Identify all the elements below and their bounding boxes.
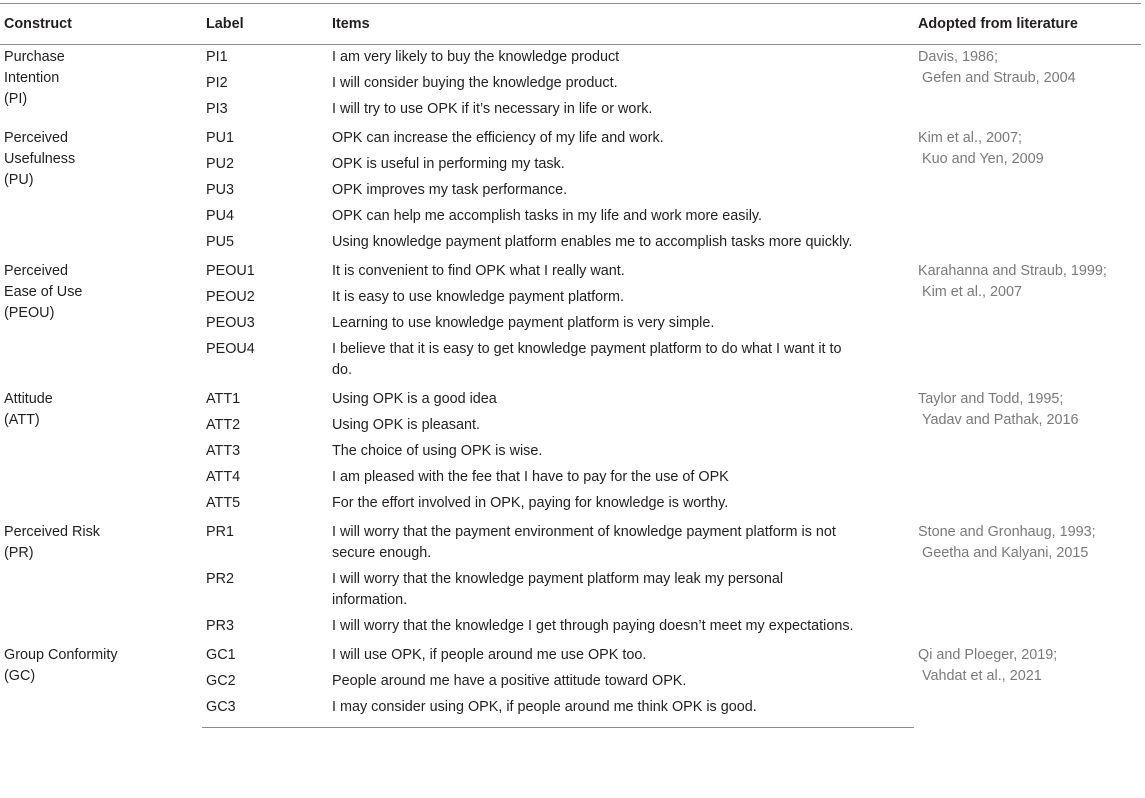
table-row <box>0 640 1141 669</box>
literature-cell <box>914 45 1141 124</box>
construct-cell <box>0 123 202 256</box>
header-construct: Construct <box>0 4 202 45</box>
item-label: ATT2 <box>206 417 241 433</box>
item-text: Using knowledge payment platform enables me to accomplish tasks more quickly. <box>332 234 853 250</box>
literature-reference: Kim et al., 2007; <box>918 130 1022 146</box>
construct-name-line: (PU) <box>4 172 34 188</box>
construct-cell <box>0 384 202 517</box>
construct-cell <box>0 256 202 384</box>
item-text: I am very likely to buy the knowledge product <box>332 49 620 65</box>
item-label: PEOU1 <box>206 263 255 279</box>
item-text: I will try to use OPK if it’s necessary in life or work. <box>332 101 653 117</box>
construct-name-line: (PR) <box>4 545 34 561</box>
table-row <box>0 384 1141 413</box>
construct-name-line: Group Conformity <box>4 647 118 663</box>
table-body <box>0 45 1141 728</box>
construct-name-line: Usefulness <box>4 151 76 167</box>
item-label: PEOU3 <box>206 315 255 331</box>
header-items: Items <box>330 4 914 45</box>
item-label: ATT3 <box>206 443 241 459</box>
header-row <box>0 4 1141 45</box>
item-label: GC3 <box>202 695 330 728</box>
literature-reference: Davis, 1986; <box>918 49 998 65</box>
item-text: I will consider buying the knowledge product. <box>332 75 618 91</box>
literature-cell <box>914 517 1141 640</box>
item-text: The choice of using OPK is wise. <box>332 443 543 459</box>
construct-name-line: Attitude <box>4 391 53 407</box>
item-label: ATT4 <box>206 469 241 485</box>
table-header <box>0 4 1141 45</box>
literature-reference: Gefen and Straub, 2004 <box>922 70 1076 86</box>
item-text: OPK is useful in performing my task. <box>332 156 565 172</box>
item-label: PEOU2 <box>206 289 255 305</box>
item-text: OPK can help me accomplish tasks in my life and work more easily. <box>332 208 763 224</box>
literature-cell <box>914 256 1141 384</box>
item-label: PR2 <box>206 571 234 587</box>
item-label: PI3 <box>206 101 228 117</box>
item-text: Using OPK is pleasant. <box>332 417 480 433</box>
construct-name-line: Perceived Risk <box>4 524 100 540</box>
item-label: PU2 <box>206 156 234 172</box>
item-label: PU3 <box>206 182 234 198</box>
item-text: I am pleased with the fee that I have to pay for the use of OPK <box>332 469 729 485</box>
literature-reference: Kuo and Yen, 2009 <box>922 151 1044 167</box>
table-row <box>0 256 1141 285</box>
literature-cell <box>914 123 1141 256</box>
table-row <box>0 123 1141 152</box>
construct-cell <box>0 640 202 728</box>
construct-name-line: (ATT) <box>4 412 40 428</box>
item-label: GC2 <box>206 673 236 689</box>
item-label: GC1 <box>206 647 236 663</box>
item-text: Using OPK is a good idea <box>332 391 497 407</box>
item-text: I will worry that the knowledge payment platform may leak my personal information. <box>332 571 784 608</box>
literature-reference: Yadav and Pathak, 2016 <box>922 412 1079 428</box>
item-label: PU1 <box>206 130 234 146</box>
item-text: I may consider using OPK, if people around me think OPK is good. <box>330 695 914 728</box>
item-text: It is convenient to find OPK what I really want. <box>332 263 625 279</box>
item-text: OPK improves my task performance. <box>332 182 568 198</box>
item-text: I will worry that the payment environment of knowledge payment platform is not secure enough. <box>332 524 836 561</box>
literature-reference: Qi and Ploeger, 2019; <box>918 647 1058 663</box>
item-label: PR1 <box>206 524 234 540</box>
literature-reference: Kim et al., 2007 <box>922 284 1022 300</box>
item-label: PU4 <box>206 208 234 224</box>
literature-reference: Taylor and Todd, 1995; <box>918 391 1064 407</box>
literature-reference: Karahanna and Straub, 1999; <box>918 263 1107 279</box>
item-label: ATT5 <box>206 495 241 511</box>
item-label: ATT1 <box>206 391 241 407</box>
table-row <box>0 517 1141 567</box>
construct-name-line: (GC) <box>4 668 36 684</box>
header-label: Label <box>202 4 330 45</box>
construct-cell <box>0 45 202 124</box>
item-label: PI2 <box>206 75 228 91</box>
item-text: It is easy to use knowledge payment platform. <box>332 289 624 305</box>
item-label: PEOU4 <box>206 341 255 357</box>
constructs-table <box>0 3 1141 728</box>
item-label: PR3 <box>206 618 234 634</box>
item-text: Learning to use knowledge payment platform is very simple. <box>332 315 715 331</box>
literature-reference: Vahdat et al., 2021 <box>922 668 1042 684</box>
item-text: I believe that it is easy to get knowledge payment platform to do what I want it to do. <box>332 341 842 378</box>
construct-name-line: Perceived <box>4 130 68 146</box>
construct-name-line: Ease of Use <box>4 284 83 300</box>
literature-reference: Stone and Gronhaug, 1993; <box>918 524 1096 540</box>
literature-cell <box>914 640 1141 728</box>
construct-name-line: Intention <box>4 70 60 86</box>
item-text: For the effort involved in OPK, paying for knowledge is worthy. <box>332 495 729 511</box>
item-text: I will worry that the knowledge I get through paying doesn’t meet my expectations. <box>332 618 854 634</box>
item-text: OPK can increase the efficiency of my life and work. <box>332 130 664 146</box>
construct-name-line: Perceived <box>4 263 68 279</box>
item-label: PI1 <box>206 49 228 65</box>
item-text: I will use OPK, if people around me use OPK too. <box>332 647 647 663</box>
construct-name-line: (PEOU) <box>4 305 55 321</box>
literature-cell <box>914 384 1141 517</box>
item-text: People around me have a positive attitude toward OPK. <box>332 673 687 689</box>
table-row <box>0 45 1141 72</box>
header-literature: Adopted from literature <box>914 4 1141 45</box>
construct-name-line: Purchase <box>4 49 65 65</box>
construct-cell <box>0 517 202 640</box>
item-label: PU5 <box>206 234 234 250</box>
construct-name-line: (PI) <box>4 91 28 107</box>
literature-reference: Geetha and Kalyani, 2015 <box>922 545 1089 561</box>
